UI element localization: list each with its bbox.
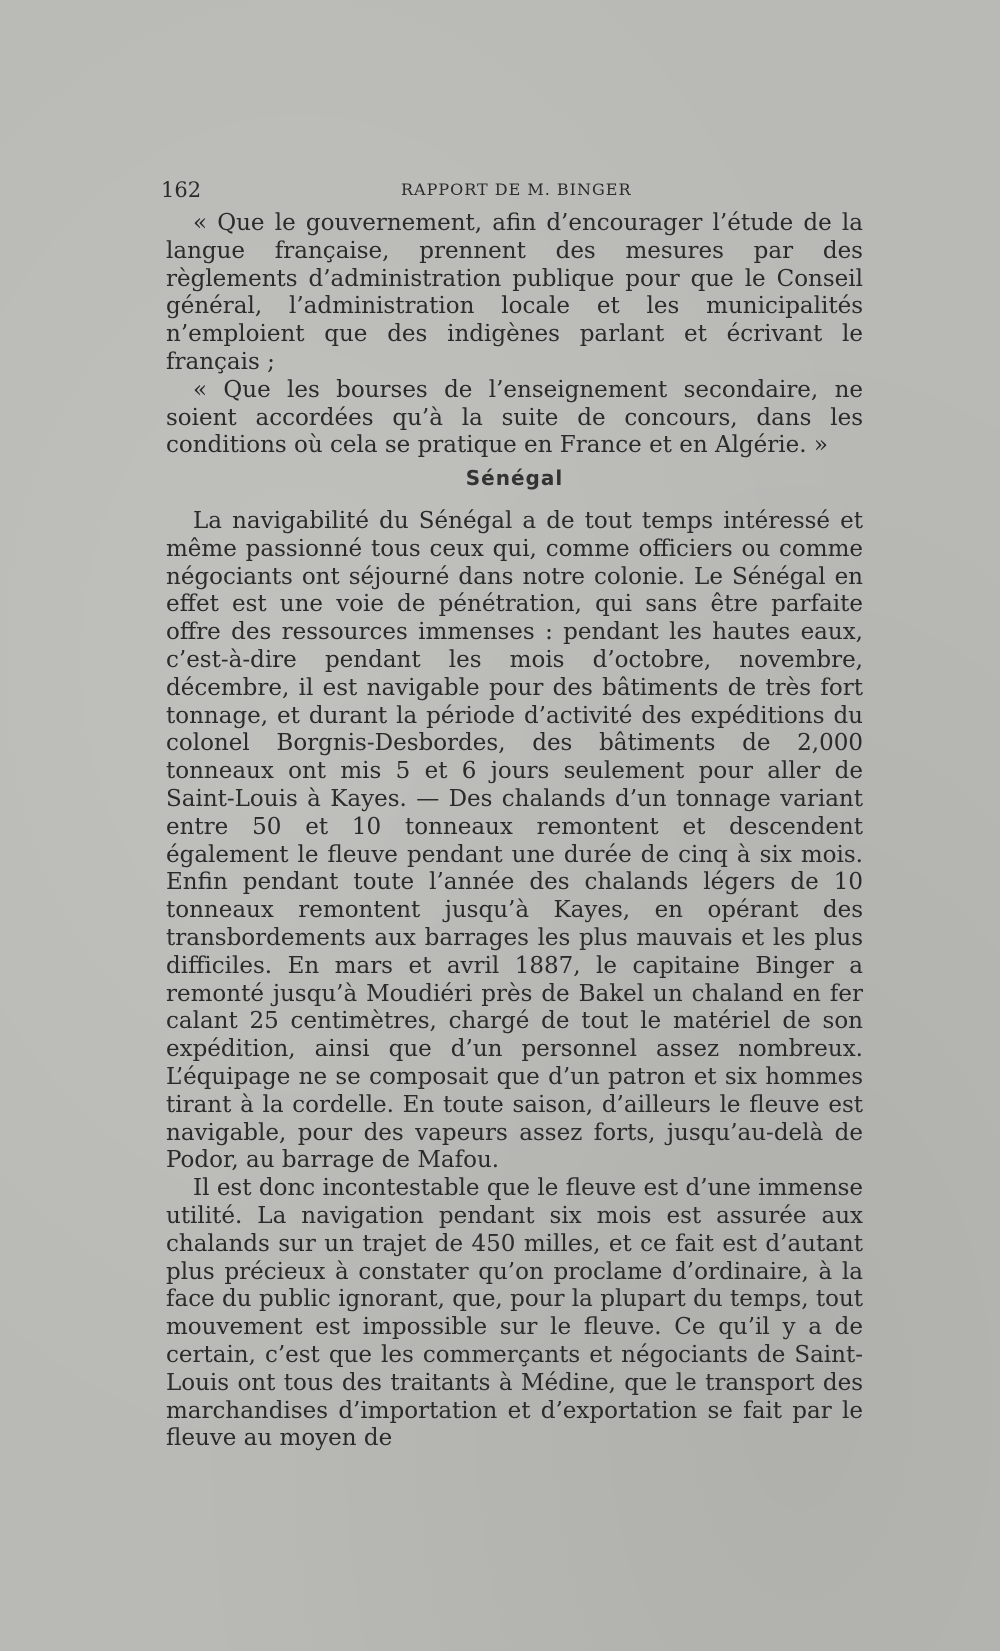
quote-paragraph: « Que les bourses de l’enseignement secondaire, ne soient accordées qu’à la suite de concours, dans les conditions où cela se pratique en France et en Algérie. »	[166, 376, 863, 459]
section-heading: Sénégal	[465, 466, 564, 490]
main-text	[166, 508, 863, 1453]
quote-paragraph: « Que le gouvernement, afin d’encourager l’étude de la langue française, prennent des mesures par des règlements d’administration publique pour que le Conseil général, l’administration locale et les municipalités n’emploient que des indigènes parlant et écrivant le français ;	[166, 210, 863, 375]
running-head	[161, 178, 864, 204]
body-paragraph: Il est donc incontestable que le fleuve est d’une immense utilité. La navigation pendant six mois est assurée aux chalands sur un trajet de 450 milles, et ce fait est d’autant plus précieux à constater qu’on proclame d’ordinaire, à la face du public ignorant, que, pour la plupart du temps, tout mouvement est impossible sur le fleuve. Ce qu’il y a de certain, c’est que les commerçants et négociants de Saint-Louis ont tous des traitants à Médine, que le transport des marchandises d’importation et d’exportation se fait par le fleuve au moyen de	[166, 1175, 863, 1452]
quoted-resolutions	[166, 210, 863, 460]
running-title: RAPPORT DE M. BINGER	[401, 180, 632, 199]
body-paragraph: La navigabilité du Sénégal a de tout temps intéressé et même passionné tous ceux qui, comme officiers ou comme négociants ont séjourné dans notre colonie. Le Sénégal en effet est une voie de pénétration, qui sans être parfaite offre des ressources immenses : pendant les hautes eaux, c’est-à-dire pendant les mois d’octobre, novembre, décembre, il est navigable pour des bâtiments de très fort tonnage, et durant la période d’activité des expéditions du colonel Borgnis-Desbordes, des bâtiments de 2,000 tonneaux ont mis 5 et 6 jours seulement pour aller de Saint-Louis à Kayes. — Des chalands d’un tonnage variant entre 50 et 10 tonneaux remontent et descendent également le fleuve pendant une durée de cinq à six mois. Enfin pendant toute l’année des chalands légers de 10 tonneaux remontent jusqu’à Kayes, en opérant des transbordements aux barrages les plus mauvais et les plus difficiles. En mars et avril 1887, le capitaine Binger a remonté jusqu’à Moudiéri près de Bakel un chaland en fer calant 25 centimètres, chargé de tout le matériel de son expédition, ainsi que d’un personnel assez nombreux. L’équipage ne se composait que d’un patron et six hommes tirant à la cordelle. En toute saison, d’ailleurs le fleuve est navigable, pour des vapeurs assez forts, jusqu’au-delà de Podor, au barrage de Mafou.	[166, 508, 863, 1174]
page-number: 162	[161, 178, 202, 202]
